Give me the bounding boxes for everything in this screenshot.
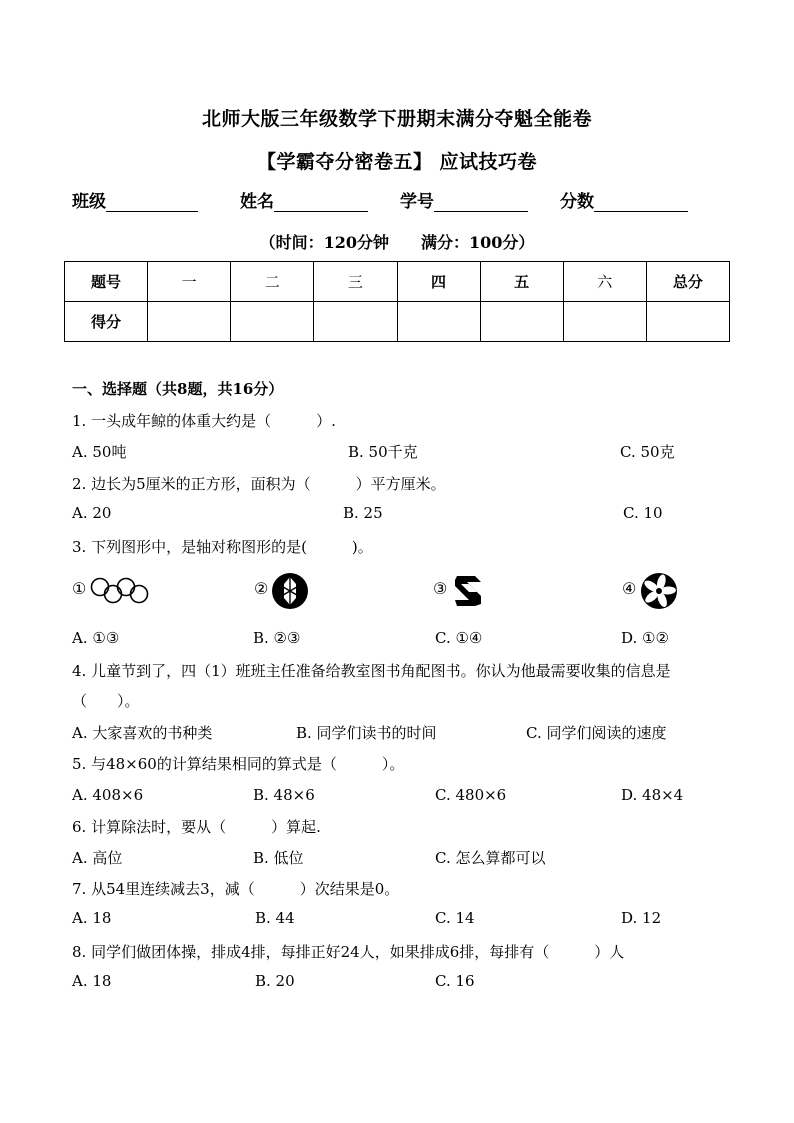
q5-option-b[interactable]: B. 48×6 (253, 786, 315, 804)
question-2-stem: 2. 边长为5厘米的正方形，面积为（ ）平方厘米。 (72, 475, 446, 493)
figure-4-number: ④ (622, 579, 637, 598)
q4-option-a[interactable]: A. 大家喜欢的书种类 (72, 724, 213, 742)
q5-option-d[interactable]: D. 48×4 (621, 786, 684, 804)
q5-option-c[interactable]: C. 480×6 (435, 786, 507, 804)
table-header-cell: 四 (397, 262, 480, 302)
figure-1-number: ① (72, 579, 87, 598)
class-field[interactable] (72, 187, 198, 212)
q4-option-b[interactable]: B. 同学们读书的时间 (296, 724, 437, 742)
figure-3-number: ③ (433, 579, 448, 598)
score-blank[interactable] (594, 193, 688, 212)
score-cell[interactable] (646, 302, 729, 342)
score-cell[interactable] (148, 302, 231, 342)
table-header-cell: 题号 (65, 262, 148, 302)
student-id-label: 学号 (400, 192, 434, 212)
section-heading: 一、选择题（共8题，共16分） (72, 380, 284, 398)
name-label: 姓名 (240, 192, 274, 212)
question-1-stem: 1. 一头成年鲸的体重大约是（ ）. (72, 412, 336, 430)
question-5-stem: 5. 与48×60的计算结果相同的算式是（ ）。 (72, 755, 405, 773)
question-4-stem-cont: （ ）。 (72, 692, 140, 710)
q6-option-c[interactable]: C. 怎么算都可以 (435, 849, 546, 867)
question-6-stem: 6. 计算除法时，要从（ ）算起. (72, 818, 321, 836)
q8-option-a[interactable]: A. 18 (72, 972, 112, 990)
score-table (64, 261, 730, 342)
score-cell[interactable] (397, 302, 480, 342)
score-cell[interactable] (314, 302, 397, 342)
q7-option-c[interactable]: C. 14 (435, 909, 475, 927)
score-table-header-row (65, 262, 730, 302)
q2-option-a[interactable]: A. 20 (72, 504, 112, 522)
q2-option-c[interactable]: C. 10 (623, 504, 663, 522)
score-cell[interactable] (480, 302, 563, 342)
name-blank[interactable] (274, 193, 368, 212)
q8-option-c[interactable]: C. 16 (435, 972, 475, 990)
q2-option-b[interactable]: B. 25 (343, 504, 383, 522)
q3-option-a[interactable]: A. ①③ (72, 629, 120, 647)
table-header-cell: 二 (231, 262, 314, 302)
q6-option-b[interactable]: B. 低位 (253, 849, 304, 867)
rings-icon (90, 576, 150, 606)
question-4-stem: 4. 儿童节到了，四（1）班班主任准备给教室图书角配图书。你认为他最需要收集的信息是 (72, 662, 671, 680)
time-info: （时间：120分钟 满分：100分） (259, 233, 535, 252)
q5-option-a[interactable]: A. 408×6 (72, 786, 144, 804)
name-field[interactable] (240, 187, 368, 212)
q7-option-b[interactable]: B. 44 (255, 909, 295, 927)
q3-option-c[interactable]: C. ①④ (435, 629, 483, 647)
q3-option-d[interactable]: D. ①② (621, 629, 669, 647)
q1-option-c[interactable]: C. 50克 (620, 443, 675, 461)
score-row-label: 得分 (65, 302, 148, 342)
q3-option-b[interactable]: B. ②③ (253, 629, 301, 647)
q1-option-b[interactable]: B. 50千克 (348, 443, 418, 461)
table-header-cell: 五 (480, 262, 563, 302)
score-cell[interactable] (563, 302, 646, 342)
q7-option-a[interactable]: A. 18 (72, 909, 112, 927)
score-field[interactable] (560, 187, 688, 212)
q6-option-a[interactable]: A. 高位 (72, 849, 123, 867)
page-subtitle: 【学霸夺分密卷五】 应试技巧卷 (256, 151, 538, 173)
question-3-stem: 3. 下列图形中，是轴对称图形的是( )。 (72, 538, 373, 556)
table-header-cell: 总分 (646, 262, 729, 302)
score-table-score-row (65, 302, 730, 342)
q1-option-a[interactable]: A. 50吨 (72, 443, 127, 461)
star-emblem-icon (271, 572, 309, 610)
score-cell[interactable] (231, 302, 314, 342)
table-header-cell: 一 (148, 262, 231, 302)
q4-option-c[interactable]: C. 同学们阅读的速度 (526, 724, 667, 742)
figure-2-number: ② (254, 579, 269, 598)
s-logo-icon (451, 572, 487, 610)
page-title: 北师大版三年级数学下册期末满分夺魁全能卷 (201, 108, 592, 130)
score-label: 分数 (560, 192, 594, 212)
table-header-cell: 六 (563, 262, 646, 302)
class-label: 班级 (72, 192, 106, 212)
student-id-field[interactable] (400, 187, 528, 212)
question-7-stem: 7. 从54里连续减去3，减（ ）次结果是0。 (72, 880, 400, 898)
table-header-cell: 三 (314, 262, 397, 302)
student-id-blank[interactable] (434, 193, 528, 212)
class-blank[interactable] (106, 193, 198, 212)
q7-option-d[interactable]: D. 12 (621, 909, 662, 927)
question-8-stem: 8. 同学们做团体操，排成4排，每排正好24人，如果排成6排，每排有（ ）人 (72, 943, 625, 961)
flower-emblem-icon (640, 572, 678, 610)
q8-option-b[interactable]: B. 20 (255, 972, 295, 990)
